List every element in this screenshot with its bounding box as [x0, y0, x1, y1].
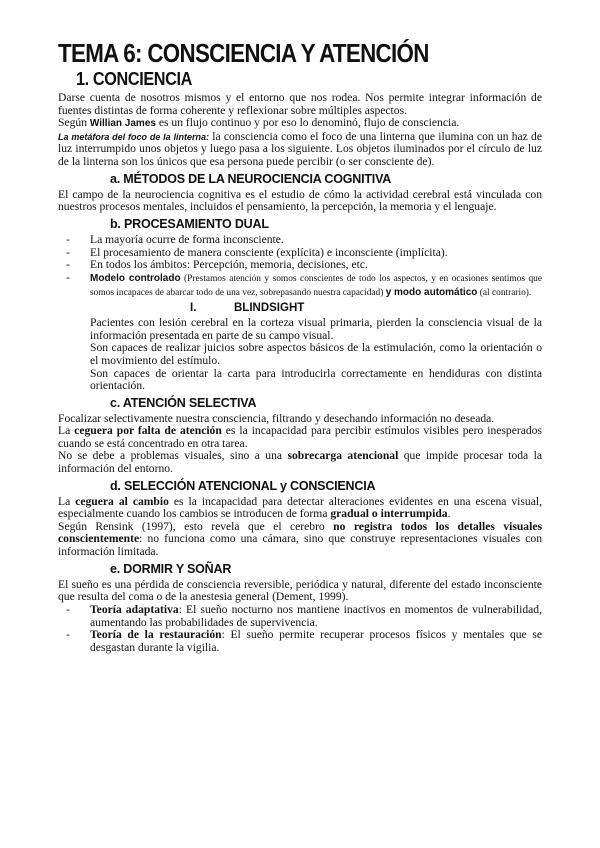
james-paragraph — [58, 117, 542, 131]
text-span: No se debe a problemas visuales, sino a una — [58, 449, 288, 463]
text-span: La — [58, 494, 76, 508]
bold-term: gradual o interrumpida — [330, 507, 448, 521]
blindsight-block — [58, 317, 542, 393]
section-heading-conciencia: 1. CONCIENCIA — [76, 69, 192, 89]
text-span: . — [447, 507, 451, 521]
subheading-atencion-selectiva: c. ATENCIÓN SELECTIVA — [110, 395, 257, 410]
list-item: - La mayoría ocurre de forma inconsciente. — [58, 234, 542, 247]
subheading-procesamiento-dual: b. PROCESAMIENTO DUAL — [110, 216, 269, 231]
paragraph: Son capaces de orientar la carta para introducirla correctamente en hendiduras con distinta orientación. — [90, 366, 542, 393]
paragraph — [58, 496, 542, 521]
paragraph — [58, 521, 542, 559]
text-span: la consciencia como el foco de una linterna que ilumina con un haz de luz interrumpido unos objetos y luego pasa a los siguiente. Los objetos iluminados por el círculo de luz de la linterna son los únicos que esa persona puede percibir (o ser consciente de). — [58, 129, 542, 168]
text-span: que impide procesar toda la información del entorno. — [58, 449, 543, 476]
subheading-metodos: a. MÉTODOS DE LA NEUROCIENCIA COGNITIVA — [110, 171, 392, 186]
neuroscience-paragraph: El campo de la neurociencia cognitiva es el estudio de cómo la actividad cerebral está vinculada con nuestros procesos mentales, incluidos el pensamiento, la percepción, la memoria y el lenguaje. — [58, 187, 542, 214]
text-span: : no funciona como una cámara, sino que construye representaciones visuales con información limitada. — [58, 532, 542, 559]
text-span: es un flujo continuo y por eso lo denominó, flujo de consciencia. — [155, 116, 460, 130]
model-end: (al contrario). — [477, 288, 532, 299]
paragraph — [58, 425, 542, 450]
heading-number: I. — [190, 302, 197, 315]
text-span: es la incapacidad para percibir estímulos visibles pero inesperados cuando se está concentrado en otra tarea. — [58, 424, 542, 450]
author-name: Willian James — [89, 118, 156, 130]
paragraph — [58, 450, 542, 475]
list-item — [58, 629, 542, 655]
text-span: : El sueño permite recuperar procesos físicos y mentales que se desgastan durante la vigilia. — [90, 628, 542, 655]
bold-term: ceguera por falta de atención — [74, 424, 222, 438]
model-note: (Prestamos atención y somos conscientes de todo los aspectos, y en ocasiones sentimos que somos incapaces de abarcar todo de una vez, sobrepasando nuestra capacidad) — [90, 274, 542, 299]
metaphor-paragraph — [58, 131, 542, 169]
bold-term: sobrecarga atencional — [287, 449, 399, 463]
text-span: Según Rensink (1997), esto revela que el cerebro — [58, 519, 334, 533]
text-span: Según — [58, 116, 90, 130]
text-span: es la incapacidad para detectar alteraciones evidentes en una escena visual, especialmente cuando los cambios se introducen de forma — [58, 494, 542, 521]
list-item — [58, 272, 542, 300]
subheading-dormir-sonar: e. DORMIR Y SOÑAR — [110, 561, 232, 576]
bold-term: Teoría de la restauración — [90, 628, 222, 642]
auto-mode-label: y modo automático — [385, 287, 478, 299]
intro-paragraph: Darse cuenta de nosotros mismos y el entorno que nos rodea. Nos permite integrar información de fuentes distintas de forma coherente y reflexionar sobre múltiples aspectos. — [58, 91, 542, 117]
bold-term: Teoría adaptativa — [90, 602, 179, 616]
metaphor-label: La metáfora del foco de la linterna: — [58, 131, 210, 142]
subheading-seleccion-atencional: d. SELECCIÓN ATENCIONAL y CONSCIENCIA — [110, 478, 376, 493]
list-item: - El procesamiento de manera consciente (explícita) e inconsciente (implícita). — [58, 247, 542, 260]
page-title: TEMA 6: CONSCIENCIA Y ATENCIÓN — [58, 38, 429, 68]
heading-text: BLINDSIGHT — [234, 302, 305, 315]
subheading-blindsight — [190, 301, 542, 316]
paragraph: Son capaces de realizar juicios sobre aspectos básicos de la estimulación, como la orientación o el movimiento del estímulo. — [90, 341, 542, 367]
text-span: La — [58, 424, 75, 438]
list-item — [58, 604, 542, 630]
list-item: - En todos los ámbitos: Percepción, memoria, decisiones, etc. — [58, 259, 542, 272]
paragraph: El sueño es una pérdida de consciencia reversible, periódica y natural, diferente del estado inconsciente que resulta del coma o de la anestesia general (Dement, 1999). — [58, 577, 542, 604]
sleep-theories-list — [58, 604, 542, 655]
paragraph: Focalizar selectivamente nuestra consciencia, filtrando y desechando información no deseada. — [58, 411, 495, 425]
text-span: : El sueño nocturno nos mantiene inactivos en momentos de vulnerabilidad, aumentando las probabilidades de supervivencia. — [90, 602, 542, 629]
paragraph: Pacientes con lesión cerebral en la corteza visual primaria, pierden la consciencia visual de la información presentada en parte de su campo visual. — [90, 316, 542, 342]
dual-processing-list — [58, 234, 542, 300]
model-label: Modelo controlado — [90, 273, 181, 285]
bold-term: no registra todos los detalles visuales conscientemente — [58, 519, 542, 546]
bold-term: ceguera al cambio — [75, 494, 169, 508]
